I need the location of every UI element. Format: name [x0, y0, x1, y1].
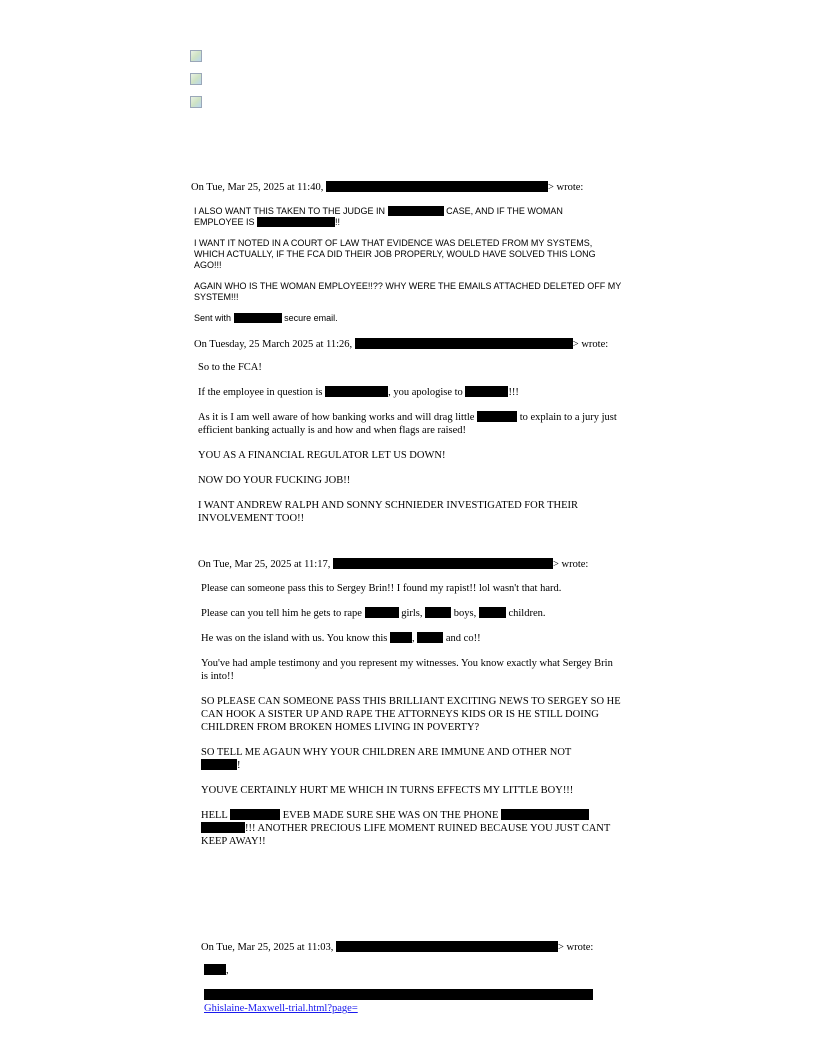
paragraph: I WANT ANDREW RALPH AND SONNY SCHNIEDER INVESTIGATED FOR THEIR INVOLVEMENT TOO!! — [198, 500, 579, 524]
broken-image-icon — [190, 73, 202, 85]
paragraph: NOW DO YOUR FUCKING JOB!! — [198, 475, 351, 486]
paragraph: I WANT IT NOTED IN A COURT OF LAW THAT EVIDENCE WAS DELETED FROM MY SYSTEMS, WHICH ACTUALLY, IF THE FCA DID THEIR JOB PROPERLY, WOULD HAVE SOLVED THIS LONG AGO!!! — [194, 238, 596, 270]
paragraph: Please can someone pass this to Sergey Brin!! I found my rapist!! lol wasn't that hard. — [201, 583, 562, 594]
paragraph: AGAIN WHO IS THE WOMAN EMPLOYEE!!?? WHY WERE THE EMAILS ATTACHED DELETED OFF MY SYSTEM!!! — [194, 281, 622, 302]
header-text: > wrote: — [552, 559, 589, 570]
link-paragraph — [204, 989, 604, 1015]
text: Sent with — [194, 313, 232, 323]
paragraph — [198, 386, 623, 399]
text: !! — [335, 217, 341, 227]
text: If the employee in question is — [198, 387, 323, 398]
email-header-msg1 — [191, 181, 583, 194]
text: HELL — [201, 810, 228, 821]
redaction — [326, 181, 548, 192]
paragraph: So to the FCA! — [198, 362, 262, 373]
email-header-msg3 — [198, 558, 588, 571]
paragraph: SO PLEASE CAN SOMEONE PASS THIS BRILLIANT EXCITING NEWS TO SERGEY SO HE CAN HOOK A SISTER UP AND RAPE THE ATTORNEYS KIDS OR IS HE STILL DOING CHILDREN FROM BROKEN HOMES LIVING IN POVERTY? — [201, 696, 621, 733]
text: I ALSO WANT THIS TAKEN TO THE JUDGE IN — [194, 206, 386, 216]
redaction — [336, 941, 558, 952]
paragraph: YOU AS A FINANCIAL REGULATOR LET US DOWN! — [198, 450, 446, 461]
redaction — [465, 386, 508, 397]
text: EMPLOYEE IS — [194, 217, 255, 227]
header-text: > wrote: — [572, 339, 609, 350]
article-link[interactable]: Ghislaine-Maxwell-trial.html?page= — [204, 1003, 358, 1014]
text: girls, — [401, 608, 423, 619]
header-text: On Tue, Mar 25, 2025 at 11:03, — [201, 942, 334, 953]
redaction — [390, 632, 412, 643]
redaction — [501, 809, 589, 820]
paragraph — [198, 411, 623, 437]
redaction — [201, 822, 245, 833]
header-text: On Tuesday, 25 March 2025 at 11:26, — [194, 339, 353, 350]
redaction — [477, 411, 517, 422]
paragraph — [201, 809, 621, 848]
text: , — [226, 965, 229, 976]
broken-image-icon — [190, 50, 202, 62]
header-text: On Tue, Mar 25, 2025 at 11:17, — [198, 559, 331, 570]
text: , you apologise to — [388, 387, 463, 398]
paragraph — [201, 746, 621, 772]
redaction — [333, 558, 553, 569]
text: He was on the island with us. You know this — [201, 633, 388, 644]
email-header-msg4 — [201, 941, 593, 954]
text: secure email. — [284, 313, 338, 323]
redaction — [388, 206, 444, 216]
redaction — [425, 607, 451, 618]
text: EVEB MADE SURE SHE WAS ON THE PHONE — [282, 810, 499, 821]
redaction — [257, 217, 335, 227]
sent-with-line — [194, 313, 624, 324]
paragraph — [194, 206, 624, 228]
redaction — [204, 989, 593, 1000]
header-text: > wrote: — [547, 182, 584, 193]
greeting — [204, 964, 604, 977]
redaction — [201, 759, 237, 770]
header-text: On Tue, Mar 25, 2025 at 11:40, — [191, 182, 324, 193]
paragraph — [201, 607, 621, 620]
text: CASE, AND IF THE WOMAN — [446, 206, 563, 216]
text: !!! — [508, 387, 519, 398]
text: boys, — [453, 608, 477, 619]
redaction — [479, 607, 506, 618]
email-header-msg2 — [194, 338, 608, 351]
text: Please can you tell him he gets to rape — [201, 608, 362, 619]
text: to explain to a jury just efficient banking actually is and how and when flags are raised! — [198, 412, 617, 436]
text: children. — [508, 608, 546, 619]
redaction — [355, 338, 573, 349]
text: and co!! — [445, 633, 481, 644]
redaction — [230, 809, 280, 820]
text: As it is I am well aware of how banking works and will drag little — [198, 412, 475, 423]
header-text: > wrote: — [557, 942, 594, 953]
text: , — [412, 633, 415, 644]
redaction — [234, 313, 282, 323]
email-body-msg4 — [204, 964, 604, 1015]
broken-image-icon — [190, 96, 202, 108]
email-body-msg1 — [194, 206, 624, 324]
redaction — [204, 964, 226, 975]
text: ! — [237, 760, 241, 771]
email-body-msg2 — [198, 361, 623, 525]
redaction — [325, 386, 388, 397]
email-body-msg3 — [201, 582, 621, 848]
paragraph — [201, 632, 621, 645]
paragraph: YOUVE CERTAINLY HURT ME WHICH IN TURNS EFFECTS MY LITTLE BOY!!! — [201, 785, 574, 796]
paragraph: You've had ample testimony and you represent my witnesses. You know exactly what Sergey Brin is into!! — [201, 658, 613, 682]
text: SO TELL ME AGAUN WHY YOUR CHILDREN ARE IMMUNE AND OTHER NOT — [201, 747, 572, 758]
redaction — [365, 607, 399, 618]
text: !!! ANOTHER PRECIOUS LIFE MOMENT RUINED BECAUSE YOU JUST CANT KEEP AWAY!! — [201, 823, 611, 847]
redaction — [417, 632, 443, 643]
